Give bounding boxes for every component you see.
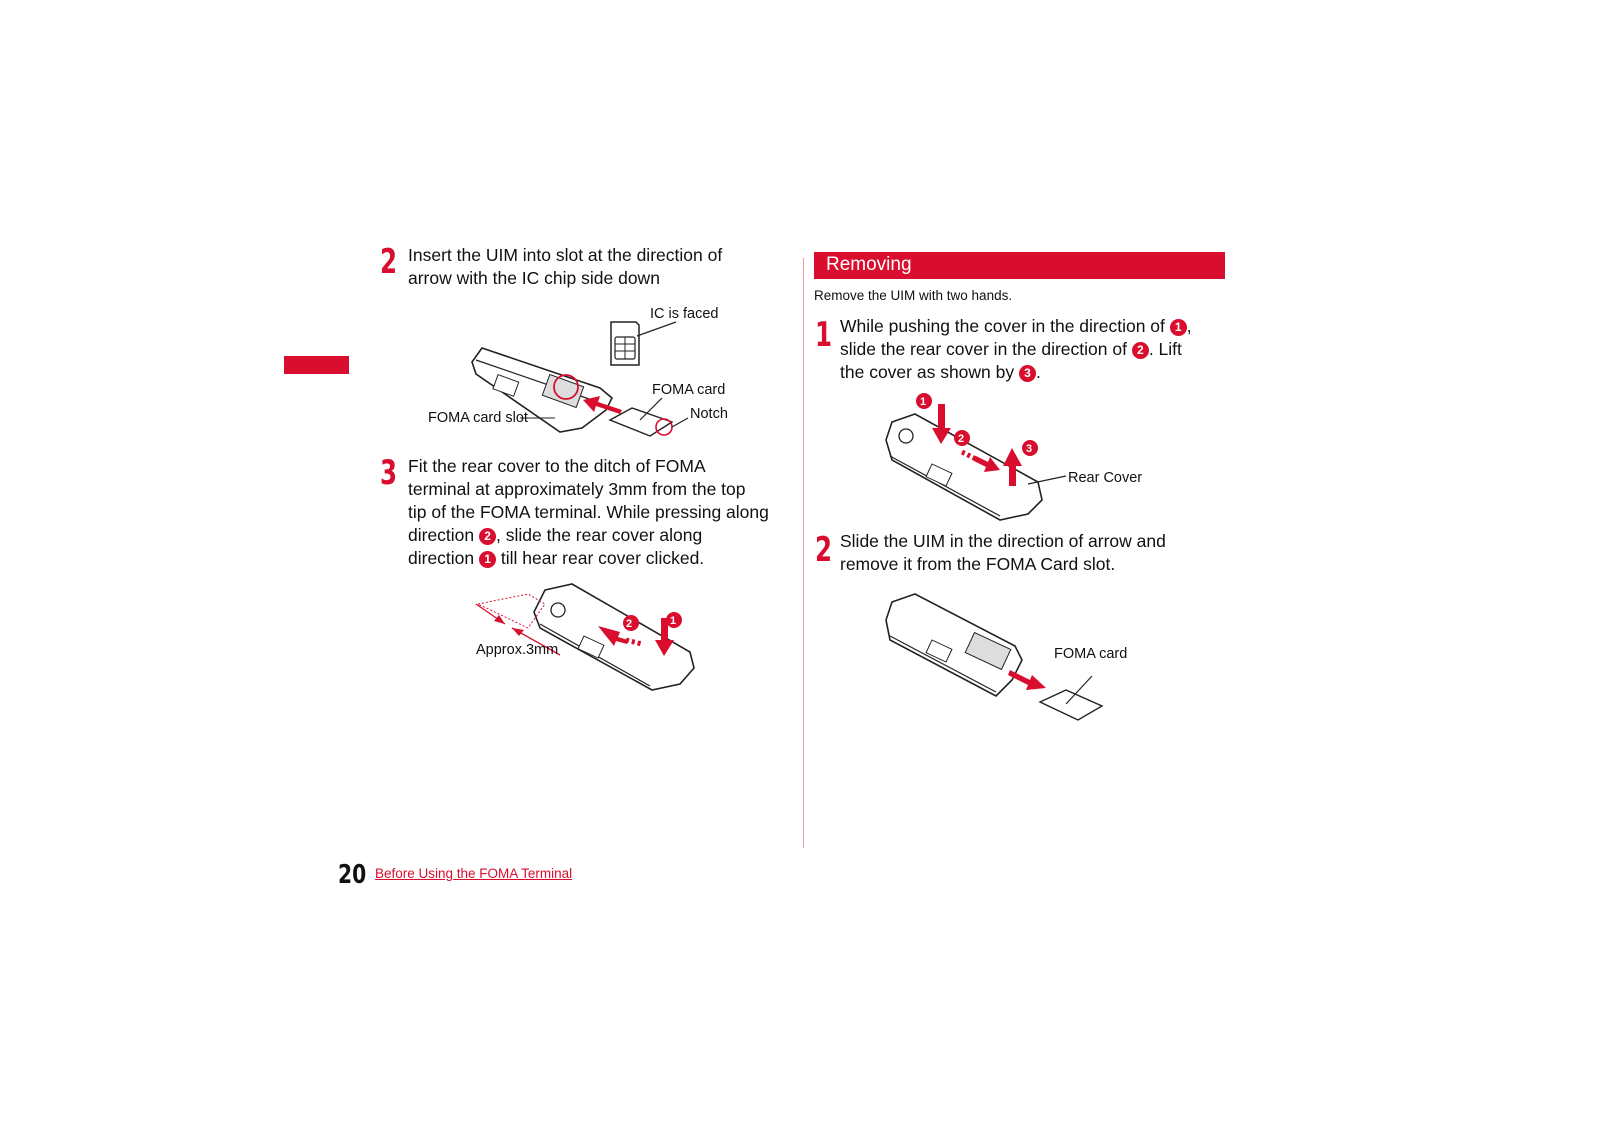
rs1-line-1-suffix: , [1186, 316, 1192, 336]
page-number: 20 [338, 860, 367, 890]
label-approx-3mm: Approx.3mm [476, 642, 559, 658]
removing-step-2-line-1: Slide the UIM in the direction of arrow and [840, 531, 1166, 551]
fig2-marker-1: 1 [670, 615, 677, 627]
step-3-line-5-prefix: direction [408, 548, 475, 568]
step-3-line-1: Fit the rear cover to the ditch of FOMA [408, 456, 706, 476]
rs1-line-2-suffix: . Lift [1148, 339, 1182, 359]
step-2-line-1: Insert the UIM into slot at the direction of [408, 245, 723, 265]
chapter-link[interactable]: Before Using the FOMA Terminal [375, 866, 573, 881]
step-3-line-4-prefix: direction [408, 525, 475, 545]
rs1-line-1-prefix: While pushing the cover in the direction of [840, 316, 1170, 336]
label-foma-card-slot: FOMA card slot [428, 410, 528, 426]
removing-step-2-number: 2 [815, 530, 833, 570]
rs1-marker-2: 2 [1132, 342, 1149, 359]
rs1-line-2-prefix: slide the rear cover in the direction of [840, 339, 1132, 359]
label-foma-card-removed: FOMA card [1054, 646, 1128, 662]
label-rear-cover: Rear Cover [1068, 470, 1143, 486]
step-3-line-4-suffix: , slide the rear cover along [496, 525, 703, 545]
step-3-line-3: tip of the FOMA terminal. While pressing along [408, 502, 769, 522]
removing-step-2-line-2: remove it from the FOMA Card slot. [840, 554, 1116, 574]
step-3-line-5-suffix: till hear rear cover clicked. [496, 548, 705, 568]
removing-step-1-number: 1 [815, 315, 833, 355]
label-ic-faced: IC is faced [650, 306, 719, 322]
direction-2-marker: 2 [479, 528, 496, 545]
fig2-marker-2: 2 [626, 618, 633, 630]
fig3-marker-1: 1 [920, 396, 927, 408]
fig3-marker-2: 2 [958, 433, 965, 445]
step-2-number: 2 [380, 242, 398, 282]
direction-1-marker: 1 [479, 551, 496, 568]
step-2-line-2: arrow with the IC chip side down [408, 268, 660, 288]
rs1-marker-3: 3 [1019, 365, 1036, 382]
rs1-line-3-suffix: . [1035, 362, 1041, 382]
device-open-slot [886, 594, 1022, 696]
label-foma-card: FOMA card [652, 382, 726, 398]
rs1-marker-1: 1 [1170, 319, 1187, 336]
label-notch: Notch [690, 406, 728, 422]
remove-arrow [1008, 670, 1046, 690]
removing-intro: Remove the UIM with two hands. [814, 288, 1013, 303]
fig3-marker-3: 3 [1026, 443, 1033, 455]
removed-foma-card [1040, 690, 1102, 720]
rs1-line-3-prefix: the cover as shown by [840, 362, 1019, 382]
section-title: Removing [826, 254, 912, 275]
step-3-number: 3 [380, 453, 398, 493]
step-3-line-2: terminal at approximately 3mm from the top [408, 479, 746, 499]
